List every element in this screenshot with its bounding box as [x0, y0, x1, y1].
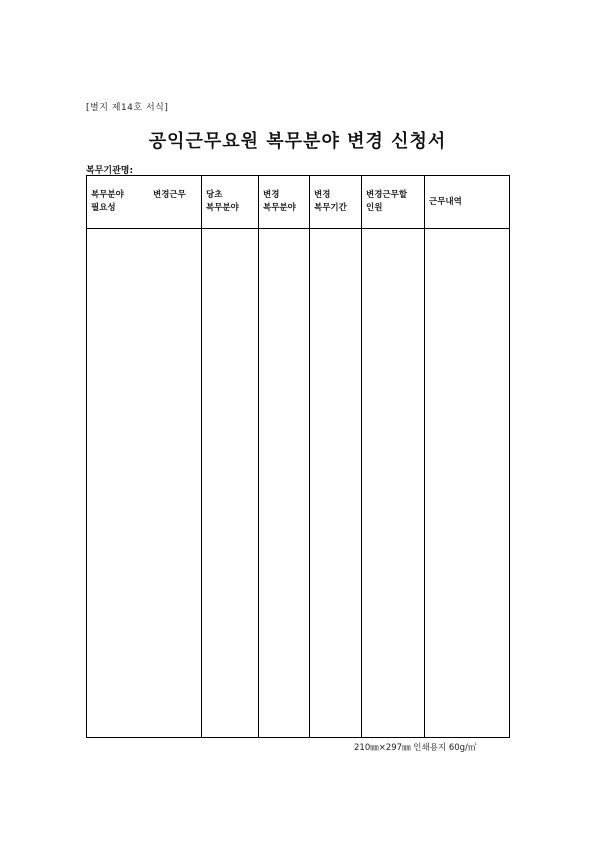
- header-original-field: [202, 176, 259, 229]
- header-change-necessity: [87, 176, 202, 229]
- paper-spec-note: 210㎜×297㎜ 인쇄용지 60g/㎡: [354, 743, 477, 753]
- cell-original-field[interactable]: [202, 229, 259, 738]
- cell-work-details[interactable]: [425, 229, 510, 738]
- header-original-field-line2: 복무분야: [206, 203, 239, 213]
- header-work-details: [425, 176, 510, 229]
- change-request-table: [86, 175, 510, 738]
- header-changed-period-line2: 복무기간: [314, 203, 347, 213]
- agency-name-label: 복무기관명:: [86, 166, 134, 176]
- header-change-necessity-line1b: 변경근무: [153, 190, 186, 200]
- header-change-necessity-line1: 복무분야: [91, 190, 124, 200]
- header-change-headcount-line2: 인원: [366, 203, 383, 213]
- cell-change-headcount[interactable]: [362, 229, 425, 738]
- header-changed-field: [259, 176, 310, 229]
- cell-changed-field[interactable]: [259, 229, 310, 738]
- table-row: [87, 229, 510, 738]
- header-original-field-line1: 당초: [206, 190, 223, 200]
- cell-change-necessity[interactable]: [87, 229, 202, 738]
- table-header-row: [87, 176, 510, 229]
- header-changed-period: [310, 176, 362, 229]
- header-work-details-line1: 근무내역: [429, 196, 462, 207]
- form-number-label: [별지 제14호 서식]: [86, 103, 169, 113]
- header-changed-period-line1: 변경: [314, 190, 331, 200]
- header-change-headcount: [362, 176, 425, 229]
- header-change-headcount-line1: 변경근무할: [366, 190, 408, 200]
- header-changed-field-line1: 변경: [263, 190, 280, 200]
- header-changed-field-line2: 복무분야: [263, 203, 296, 213]
- header-change-necessity-line2: 필요성: [91, 203, 116, 213]
- document-title: 공익근무요원 복무분야 변경 신청서: [148, 131, 447, 152]
- cell-changed-period[interactable]: [310, 229, 362, 738]
